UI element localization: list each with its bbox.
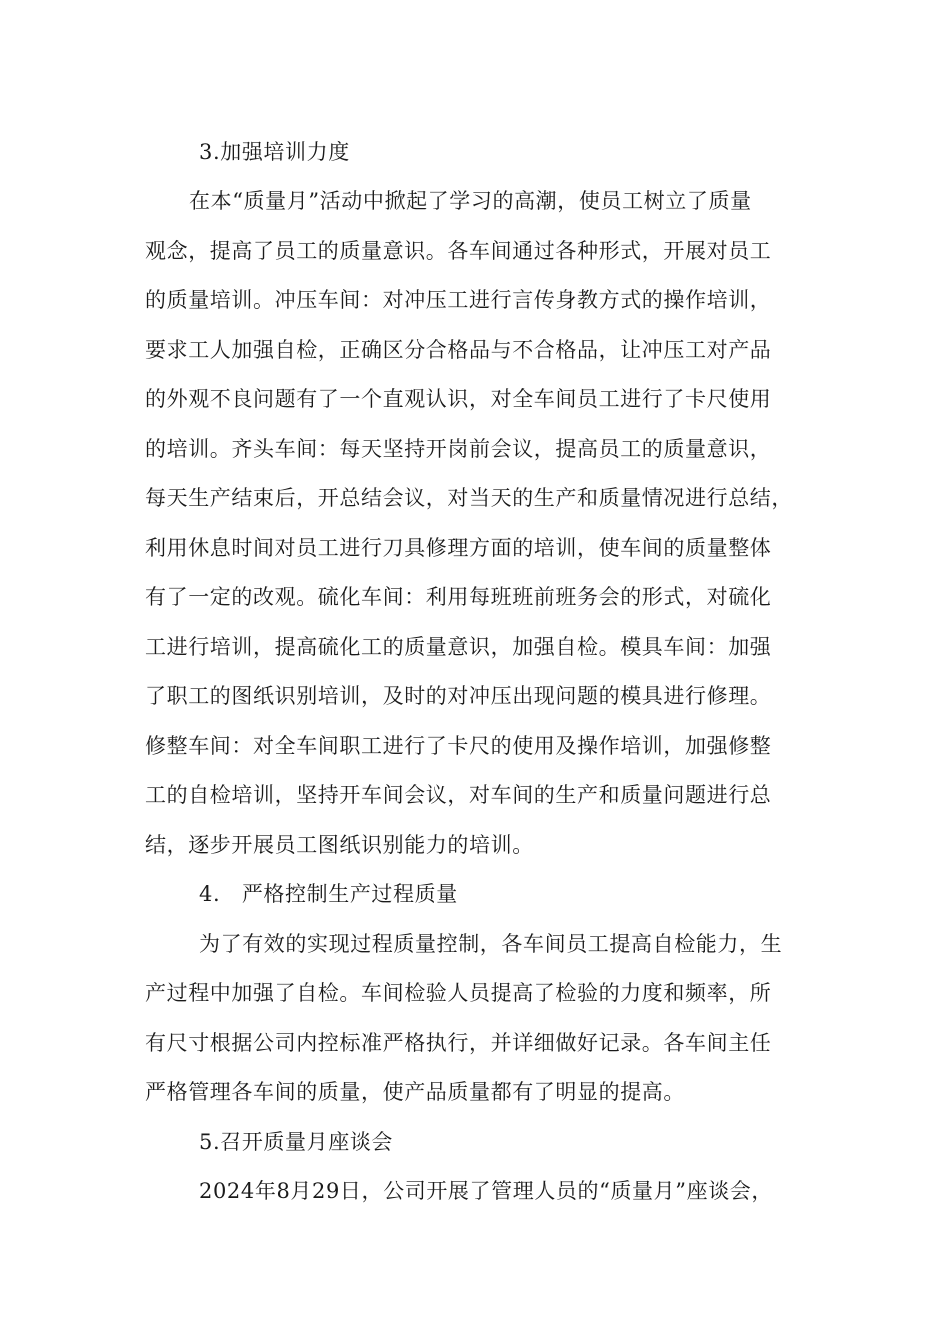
paragraph-line: 严格管理各车间的质量，使产品质量都有了明显的提高。 — [145, 1080, 685, 1104]
paragraph-line: 的外观不良问题有了一个直观认识，对全车间员工进行了卡尺使用 — [145, 387, 772, 411]
paragraph-line: 的质量培训。冲压车间：对冲压工进行言传身教方式的操作培训， — [145, 288, 772, 312]
paragraph-line: 要求工人加强自检，正确区分合格品与不合格品，让冲压工对产品 — [145, 338, 772, 362]
paragraph-line: 了职工的图纸识别培训，及时的对冲压出现问题的模具进行修理。 — [145, 684, 772, 708]
paragraph-line: 观念，提高了员工的质量意识。各车间通过各种形式，开展对员工 — [145, 239, 772, 263]
section-heading-3: 3.加强培训力度 — [199, 140, 350, 164]
paragraph-line: 在本“质量月”活动中掀起了学习的高潮，使员工树立了质量 — [189, 189, 752, 213]
paragraph-line: 有尺寸根据公司内控标准严格执行，并详细做好记录。各车间主任 — [145, 1031, 772, 1055]
paragraph-line: 有了一定的改观。硫化车间：利用每班班前班务会的形式，对硫化 — [145, 585, 772, 609]
paragraph-line: 利用休息时间对员工进行刀具修理方面的培训，使车间的质量整体 — [145, 536, 772, 560]
paragraph-line: 2024年8月29日，公司开展了管理人员的“质量月”座谈会， — [199, 1179, 773, 1203]
paragraph-line: 产过程中加强了自检。车间检验人员提高了检验的力度和频率，所 — [145, 981, 772, 1005]
paragraph-line: 结，逐步开展员工图纸识别能力的培训。 — [145, 833, 534, 857]
paragraph-line: 每天生产结束后，开总结会议，对当天的生产和质量情况进行总结， — [145, 486, 793, 510]
paragraph-line: 的培训。齐头车间：每天坚持开岗前会议，提高员工的质量意识， — [145, 437, 772, 461]
paragraph-line: 工进行培训，提高硫化工的质量意识，加强自检。模具车间：加强 — [145, 635, 772, 659]
section-heading-5: 5.召开质量月座谈会 — [199, 1130, 394, 1154]
section-heading-4: 4. 严格控制生产过程质量 — [199, 882, 458, 906]
paragraph-line: 为了有效的实现过程质量控制，各车间员工提高自检能力，生 — [199, 932, 783, 956]
paragraph-line: 工的自检培训，坚持开车间会议，对车间的生产和质量问题进行总 — [145, 783, 772, 807]
paragraph-line: 修整车间：对全车间职工进行了卡尺的使用及操作培训，加强修整 — [145, 734, 772, 758]
